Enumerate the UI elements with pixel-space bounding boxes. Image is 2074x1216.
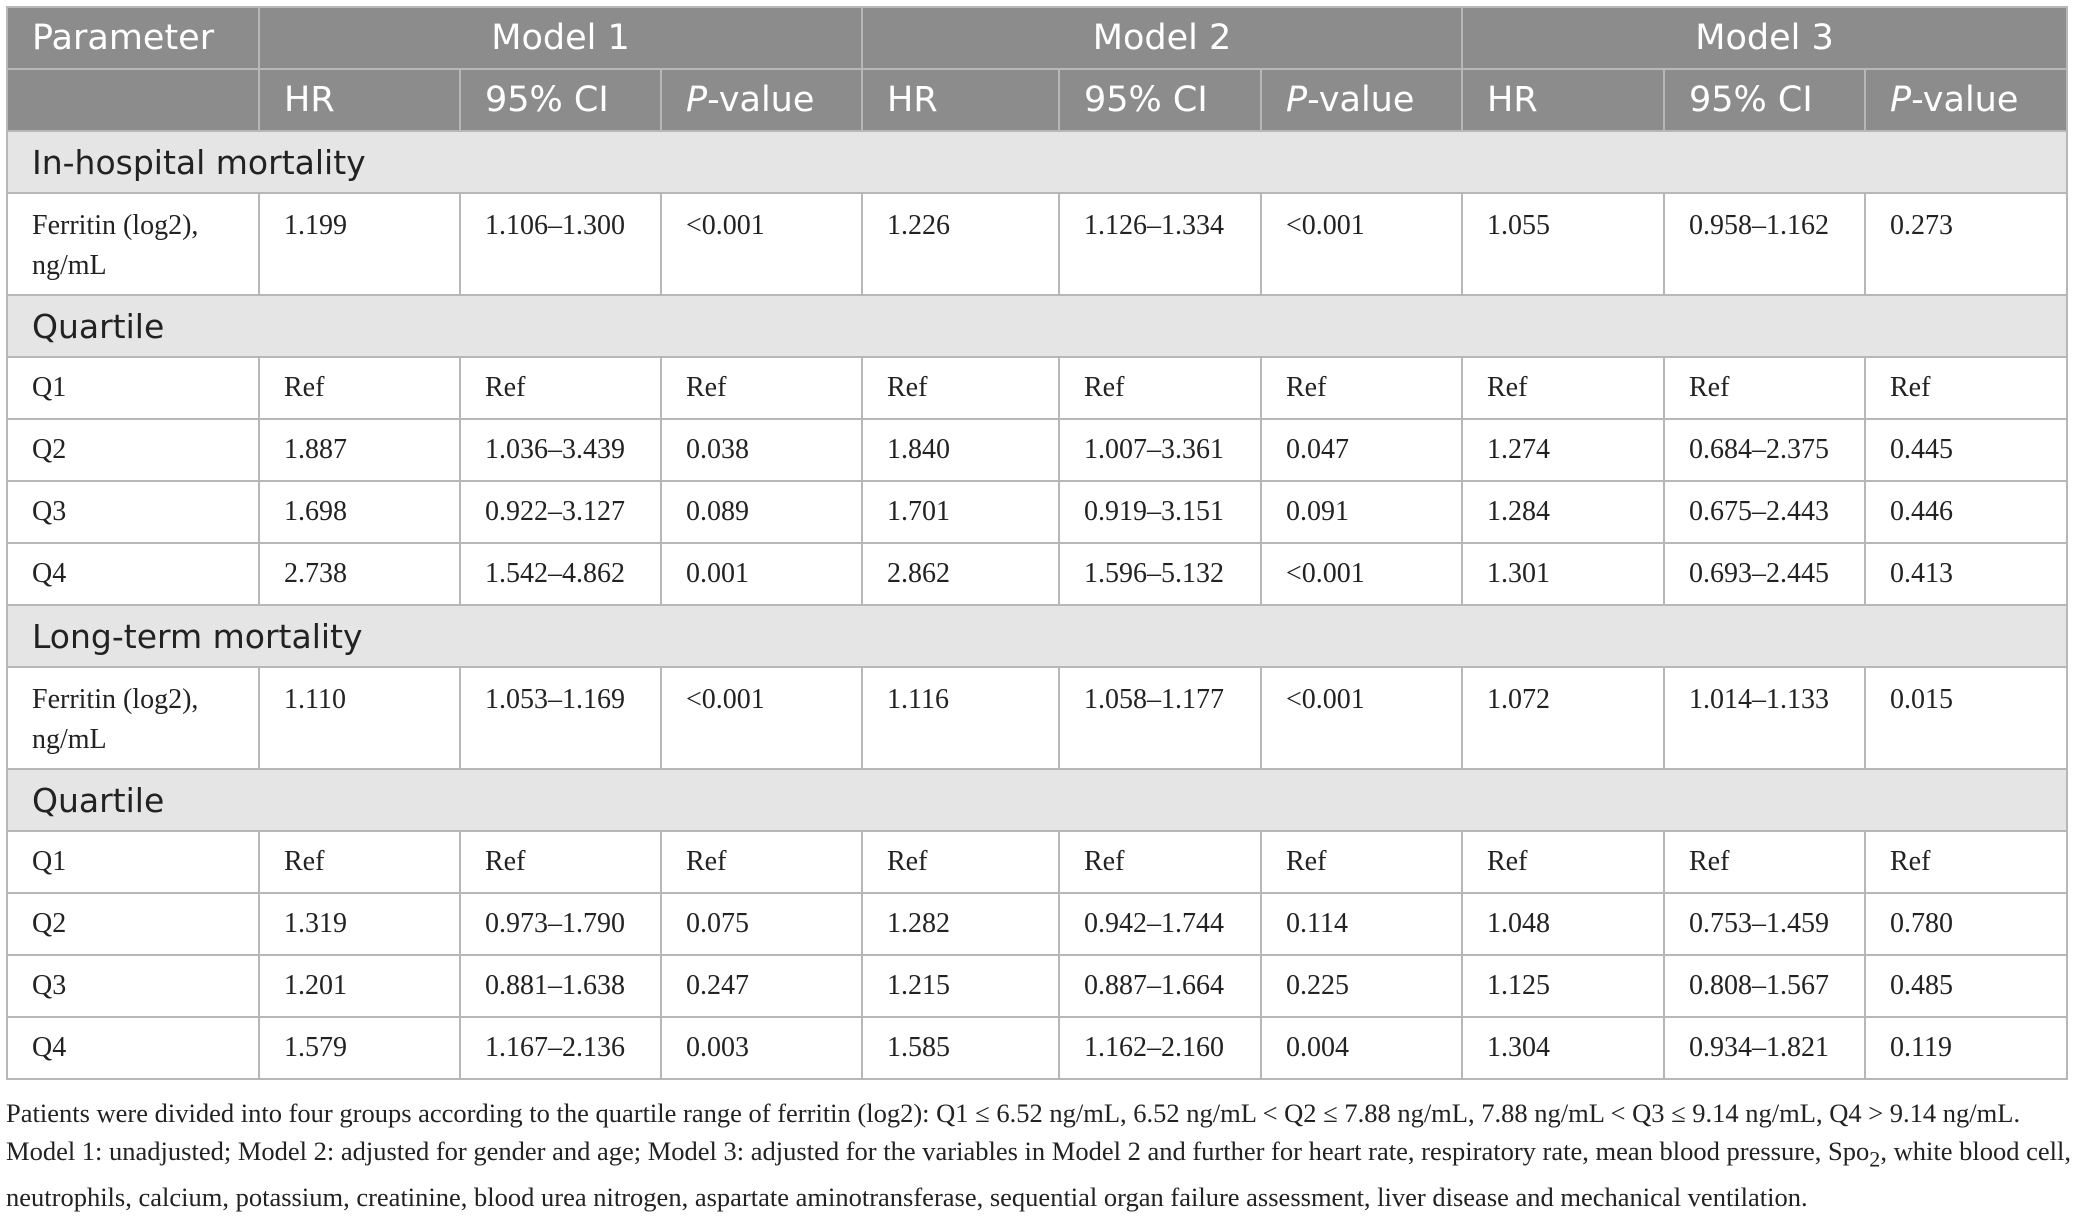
cell-ci: 0.887–1.664 (1059, 955, 1261, 1017)
cell-hr: 1.301 (1462, 543, 1664, 605)
cell-ci: Ref (1664, 357, 1865, 419)
header-model-1: Model 1 (259, 7, 862, 69)
footnote-quartile-definition: Patients were divided into four groups according to the quartile range of ferritin (log2): Q1 ≤ 6.52 ng/mL, 6.52 ng/mL < Q2 ≤ 7.88 ng/mL, 7.88 ng/mL < Q3 ≤ 9.14 ng/mL, Q4 > 9.14 ng/mL. (6, 1098, 2021, 1128)
cell-ci: 0.922–3.127 (460, 481, 661, 543)
cell-p: 0.001 (661, 543, 862, 605)
section-title: Quartile (7, 769, 2067, 831)
row-label: Q3 (7, 481, 259, 543)
header-empty (7, 69, 259, 131)
cell-hr: Ref (1462, 357, 1664, 419)
cell-hr: 2.738 (259, 543, 460, 605)
header-hr: HR (1462, 69, 1664, 131)
header-p-value: P-value (661, 69, 862, 131)
cell-ci: 1.596–5.132 (1059, 543, 1261, 605)
cell-hr: 1.226 (862, 193, 1059, 295)
cell-p: 0.413 (1865, 543, 2067, 605)
cell-ci: Ref (1664, 831, 1865, 893)
cell-p: 0.247 (661, 955, 862, 1017)
cell-hr: 1.585 (862, 1017, 1059, 1079)
row-label: Ferritin (log2), ng/mL (7, 667, 259, 769)
section-title: Long-term mortality (7, 605, 2067, 667)
cell-hr: 1.274 (1462, 419, 1664, 481)
cell-ci: 1.162–2.160 (1059, 1017, 1261, 1079)
cell-ci: Ref (1059, 831, 1261, 893)
table-row (7, 1017, 2067, 1079)
cell-hr: 1.840 (862, 419, 1059, 481)
header-model-3: Model 3 (1462, 7, 2067, 69)
cell-p: 0.445 (1865, 419, 2067, 481)
header-row-models (7, 7, 2067, 69)
cell-ci: Ref (460, 831, 661, 893)
table-row (7, 481, 2067, 543)
table-row (7, 419, 2067, 481)
header-hr: HR (862, 69, 1059, 131)
cell-hr: Ref (862, 357, 1059, 419)
cell-hr: 1.887 (259, 419, 460, 481)
cell-ci: 1.167–2.136 (460, 1017, 661, 1079)
cell-p: 0.047 (1261, 419, 1462, 481)
cell-hr: 1.055 (1462, 193, 1664, 295)
cell-hr: 1.199 (259, 193, 460, 295)
cell-ci: 1.007–3.361 (1059, 419, 1261, 481)
cell-hr: 1.072 (1462, 667, 1664, 769)
cell-hr: 1.701 (862, 481, 1059, 543)
results-table-container (6, 6, 2066, 1080)
cell-hr: 1.284 (1462, 481, 1664, 543)
cell-p: 0.015 (1865, 667, 2067, 769)
cell-p: 0.114 (1261, 893, 1462, 955)
cell-ci: 0.753–1.459 (1664, 893, 1865, 955)
cell-hr: 1.319 (259, 893, 460, 955)
table-row (7, 955, 2067, 1017)
cell-ci: 1.014–1.133 (1664, 667, 1865, 769)
table-row (7, 543, 2067, 605)
section-row-in-hospital (7, 131, 2067, 193)
row-label: Q1 (7, 831, 259, 893)
section-row-long-term (7, 605, 2067, 667)
cell-p: Ref (1865, 831, 2067, 893)
cell-p: Ref (1261, 357, 1462, 419)
cell-ci: 0.808–1.567 (1664, 955, 1865, 1017)
cell-hr: 1.698 (259, 481, 460, 543)
cell-ci: 0.919–3.151 (1059, 481, 1261, 543)
cell-p: 0.038 (661, 419, 862, 481)
header-hr: HR (259, 69, 460, 131)
row-label: Q2 (7, 893, 259, 955)
cell-p: 0.003 (661, 1017, 862, 1079)
cell-ci: 1.053–1.169 (460, 667, 661, 769)
row-label: Q4 (7, 543, 259, 605)
cell-ci: 1.106–1.300 (460, 193, 661, 295)
cell-p: 0.273 (1865, 193, 2067, 295)
cell-ci: 0.881–1.638 (460, 955, 661, 1017)
section-title: Quartile (7, 295, 2067, 357)
section-row-quartile (7, 769, 2067, 831)
table-footnote (6, 1094, 2072, 1216)
cell-hr: Ref (1462, 831, 1664, 893)
header-parameter: Parameter (7, 7, 259, 69)
cell-hr: Ref (862, 831, 1059, 893)
row-label: Q3 (7, 955, 259, 1017)
cell-ci: 0.942–1.744 (1059, 893, 1261, 955)
cell-p: <0.001 (1261, 193, 1462, 295)
section-row-quartile (7, 295, 2067, 357)
cell-p: Ref (1261, 831, 1462, 893)
table-row (7, 893, 2067, 955)
table-row (7, 831, 2067, 893)
cell-p: 0.119 (1865, 1017, 2067, 1079)
cell-hr: 1.048 (1462, 893, 1664, 955)
hazard-ratio-table (6, 6, 2068, 1080)
cell-ci: 1.126–1.334 (1059, 193, 1261, 295)
cell-p: 0.075 (661, 893, 862, 955)
cell-hr: 1.110 (259, 667, 460, 769)
header-model-2: Model 2 (862, 7, 1462, 69)
cell-p: 0.446 (1865, 481, 2067, 543)
cell-p: 0.780 (1865, 893, 2067, 955)
row-label: Q2 (7, 419, 259, 481)
cell-p: Ref (1865, 357, 2067, 419)
cell-hr: 1.304 (1462, 1017, 1664, 1079)
cell-ci: 1.036–3.439 (460, 419, 661, 481)
cell-ci: 1.058–1.177 (1059, 667, 1261, 769)
header-p-value: P-value (1865, 69, 2067, 131)
cell-p: <0.001 (661, 667, 862, 769)
header-p-value: P-value (1261, 69, 1462, 131)
table-row (7, 357, 2067, 419)
cell-hr: 1.579 (259, 1017, 460, 1079)
table-row-ferritin (7, 193, 2067, 295)
cell-p: Ref (661, 357, 862, 419)
cell-p: <0.001 (1261, 543, 1462, 605)
cell-p: Ref (661, 831, 862, 893)
cell-ci: 0.934–1.821 (1664, 1017, 1865, 1079)
cell-p: 0.091 (1261, 481, 1462, 543)
cell-p: 0.004 (1261, 1017, 1462, 1079)
cell-p: <0.001 (1261, 667, 1462, 769)
row-label: Q1 (7, 357, 259, 419)
table-row-ferritin (7, 667, 2067, 769)
cell-ci: Ref (460, 357, 661, 419)
cell-p: 0.089 (661, 481, 862, 543)
cell-hr: 1.125 (1462, 955, 1664, 1017)
cell-ci: 0.693–2.445 (1664, 543, 1865, 605)
cell-p: <0.001 (661, 193, 862, 295)
cell-hr: 1.282 (862, 893, 1059, 955)
cell-p: 0.225 (1261, 955, 1462, 1017)
cell-hr: Ref (259, 357, 460, 419)
cell-hr: Ref (259, 831, 460, 893)
cell-p: 0.485 (1865, 955, 2067, 1017)
cell-ci: Ref (1059, 357, 1261, 419)
section-title: In-hospital mortality (7, 131, 2067, 193)
header-ci: 95% CI (1059, 69, 1261, 131)
cell-hr: 2.862 (862, 543, 1059, 605)
cell-hr: 1.215 (862, 955, 1059, 1017)
cell-ci: 0.684–2.375 (1664, 419, 1865, 481)
footnote-model-definition: Model 1: unadjusted; Model 2: adjusted for gender and age; Model 3: adjusted for the variables in Model 2 and further for heart rate, respiratory rate, mean blood pressure, Spo$_2$, white blood cell, neutrophils, calcium, potassium, creatinine, blood urea nitrogen, aspartate aminotransferase, sequential organ failure assessment, liver disease and mechanical ventilation. (6, 1136, 2071, 1213)
header-row-metrics (7, 69, 2067, 131)
header-ci: 95% CI (460, 69, 661, 131)
cell-hr: 1.201 (259, 955, 460, 1017)
row-label: Ferritin (log2), ng/mL (7, 193, 259, 295)
cell-ci: 0.958–1.162 (1664, 193, 1865, 295)
cell-ci: 0.675–2.443 (1664, 481, 1865, 543)
cell-ci: 0.973–1.790 (460, 893, 661, 955)
header-ci: 95% CI (1664, 69, 1865, 131)
cell-ci: 1.542–4.862 (460, 543, 661, 605)
cell-hr: 1.116 (862, 667, 1059, 769)
row-label: Q4 (7, 1017, 259, 1079)
